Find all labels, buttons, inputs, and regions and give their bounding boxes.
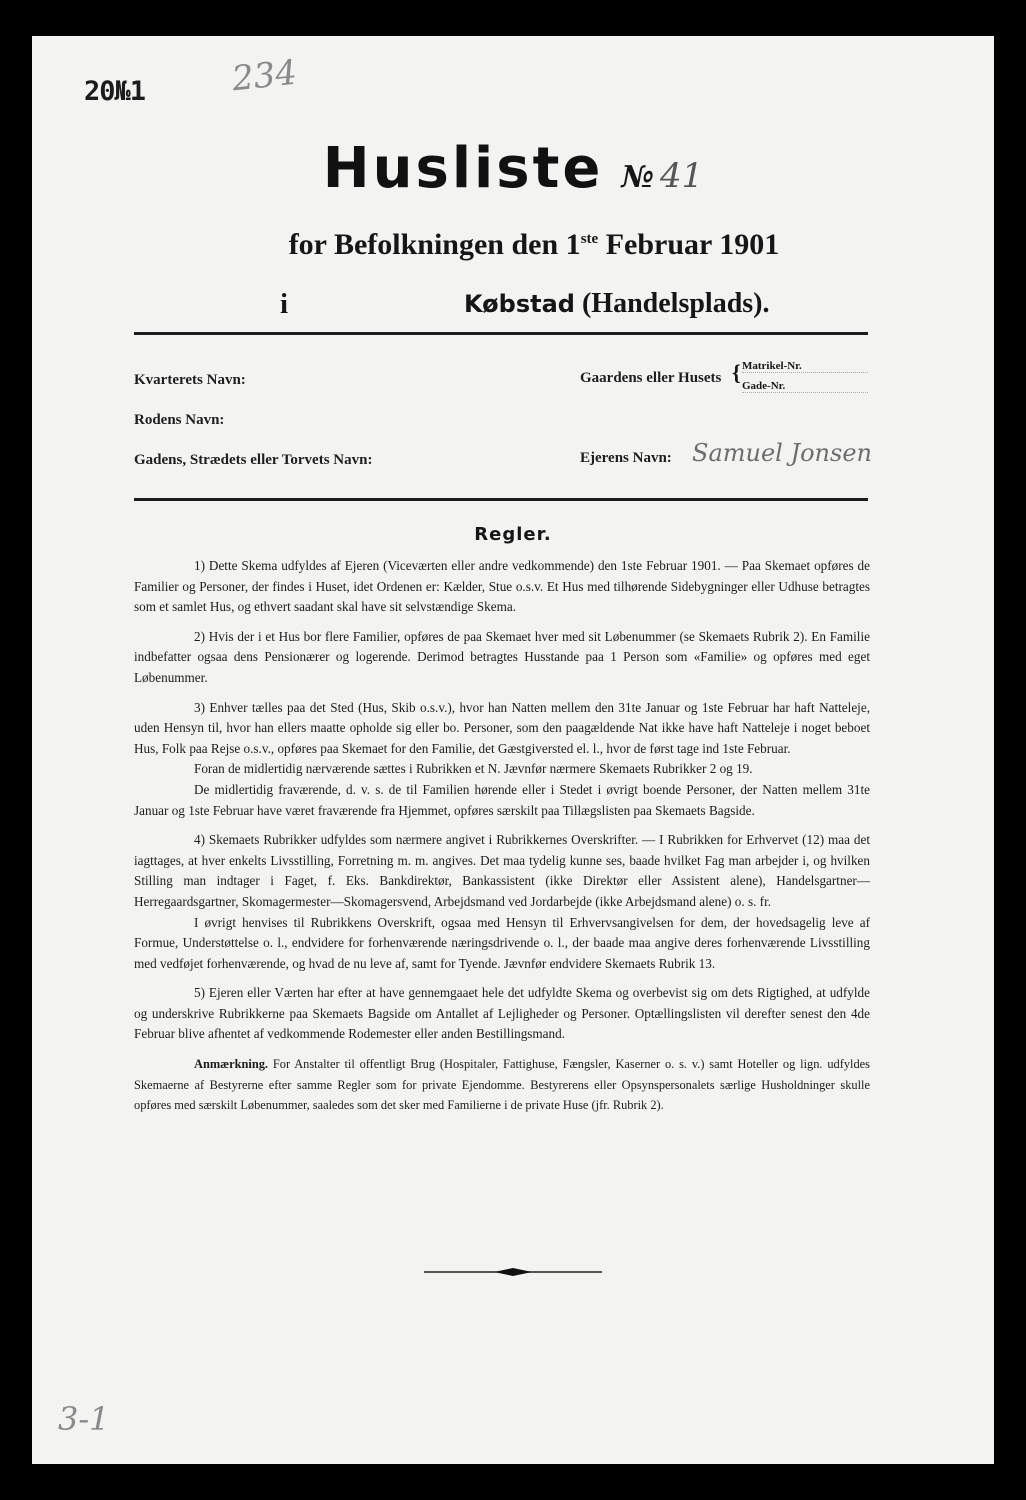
title-block [32,136,994,201]
anmaerkning [134,1054,870,1116]
ejerens-label: Ejerens Navn: [580,450,672,466]
archive-stamp: 20№1 [84,76,146,107]
rodens-label: Rodens Navn: [134,412,225,428]
house-number: 41 [659,156,704,196]
form-title: Husliste [322,136,604,201]
number-sign: № [621,160,654,195]
rule-3-note-1: Foran de midlertidig nærværende sættes i Rubrikken et N. Jævnfør nærmere Skemaets Rubrikker 2 og 19. [194,761,753,777]
census-form-page [32,36,994,1464]
ornament-divider [424,1266,602,1278]
owner-signature: Samuel Jonsen [692,439,872,467]
subtitle-date: Februar 1901 [598,228,780,261]
matrikel-label: Matrikel-Nr. [742,360,802,372]
handwritten-page-number: 234 [230,52,299,100]
place-bold: Købstad [464,290,575,318]
rule-3: 3) Enhver tælles paa det Sted (Hus, Skib o.s.v.), hvor han Natten mellem den 31te Januar og 1ste Februar har haft Natteleje, uden Hensyn til, hvor han ellers maatte opholde sig eller bo. Personer, som den paagældende Nat ikke have haft Natteleje i noget beboet Hus, Folk paa Rejse o.s.v., opføres paa Skemaet for den Familie, det Gæstgiversted el. l., hvor de først tage ind 1ste Februar. [134,699,870,756]
gade-nr-field[interactable] [742,380,868,393]
top-divider [134,332,868,335]
anmaerkning-text: For Anstalter til offentligt Brug (Hospitaler, Fattighuse, Fængsler, Kaserner o. s. v.) samt Hoteller og lign. udfyldes Skemaerne af Bestyrerne efter samme Regler som for private Ejendomme. Bestyrerens eller Opsynspersonalets særlige Husholdninger skulle opføres med særskilt Løbenummer, saaledes som det sker med Familierne i de private Huse (jfr. Rubrik 2). [134,1057,870,1113]
place-type [464,288,769,320]
place-prefix: i [280,288,289,320]
subtitle-text: for Befolkningen den 1 [288,228,581,261]
matrikel-nr-field[interactable] [742,360,868,373]
rules-text [134,556,870,1116]
rule-2: 2) Hvis der i et Hus bor flere Familier, opføres de paa Skemaet hver med sit Løbenummer (se Skemaets Rubrik 2). En Familie indbefatter ogsaa dens Pensionærer og logerende. Derimod betragtes Husstande paa 1 Person som «Familie» og opføres med eget Løbenummer. [134,628,870,685]
place-rest: (Handelsplads). [574,288,770,319]
form-subtitle [32,228,994,262]
gadens-label: Gadens, Strædets eller Torvets Navn: [134,452,373,468]
rule-5: 5) Ejeren eller Værten har efter at have gennemgaaet hele det udfyldte Skema og overbevist sig om dets Rigtighed, at udfylde og underskrive Rubrikkerne paa Skemaets Bagside om Antallet af Lejligheder og Personer. Optællingslisten vil derefter senest den 4de Februar blive afhentet af vedkommende Rodemester eller anden Bestillingsmand. [134,985,870,1042]
gaardens-label: Gaardens eller Husets [580,370,722,386]
handwritten-note: 3-1 [58,1400,110,1438]
kvarterets-label: Kvarterets Navn: [134,372,246,388]
bottom-divider [134,498,868,501]
rule-4: 4) Skemaets Rubrikker udfyldes som nærmere angivet i Rubrikkernes Overskrifter. — I Rubrikken for Erhvervet (12) maa det iagttages, at hver enkelts Livsstilling, Forretning m. m. angives. Det maa tydelig kunne ses, baade hvilket Fag man arbejder i, og hvilken Stilling man indtager i Faget, f. Eks. Bankdirektør, Bankassistent (ikke Direktør eller Assistent alene), Handelsgartner—Herregaardsgartner, Skomagermester—Skomagersvend, Arbejdsmand ved Jordarbejde (ikke Arbejdsmand alene) o. s. fr. [134,832,870,909]
anmaerkning-label: Anmærkning. [194,1057,269,1072]
brace: { [732,360,741,385]
subtitle-sup: ste [580,231,599,247]
gade-label: Gade-Nr. [742,380,786,392]
rule-1: 1) Dette Skema udfyldes af Ejeren (Viceværten eller andre vedkommende) den 1ste Februar 1901. — Paa Skemaet opføres de Familier og Personer, der findes i Huset, idet Ordenen er: Kælder, Stue o.s.v. Et Hus med tilhørende Sidebygninger eller Udhuse betragtes som et samlet Hus, og ethvert saadant skal have sit selvstændige Skema. [134,558,870,615]
rule-3-note-2: De midlertidig fraværende, d. v. s. de til Familien hørende eller i Stedet i øvrigt boende Personer, der Natten mellem 31te Januar og 1ste Februar have været fraværende fra Hjemmet, opføres særskilt paa Tillægslisten paa Skemaets Bagside. [134,781,870,818]
rules-heading: Regler. [474,524,552,545]
rule-4-note: I øvrigt henvises til Rubrikkens Overskrift, ogsaa med Hensyn til Erhvervsangivelsen for dem, der hovedsagelig leve af Formue, Understøttelse o. l., endvidere for forhenværende næringsdrivende o. l., der baade maa angive deres forhenværende Livsstilling med vedføjet forhenværende, og hvad de nu leve af, samt for Tyende. Jævnfør endvidere Skemaets Rubrik 13. [134,914,870,971]
